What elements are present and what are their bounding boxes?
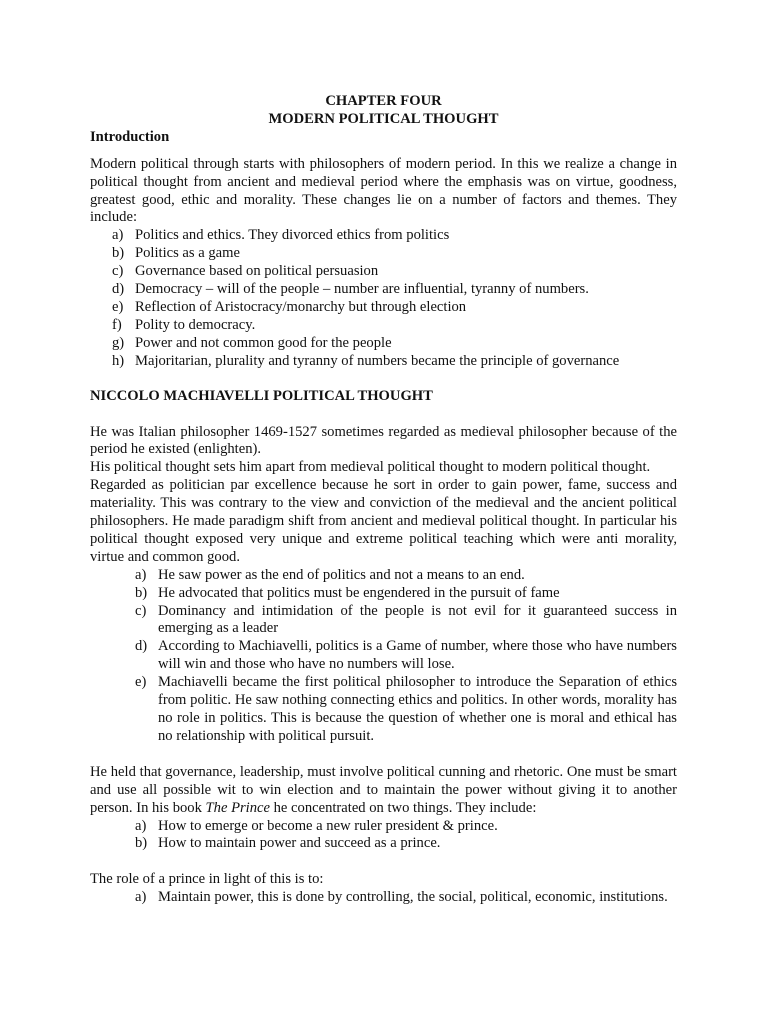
- list-marker: e): [112, 298, 124, 315]
- list-item-text: Governance based on political persuasion: [135, 263, 379, 280]
- list-item: [90, 603, 677, 639]
- list-item-text: How to emerge or become a new ruler president & prince.: [158, 817, 498, 834]
- list-item-text: He advocated that politics must be engendered in the pursuit of fame: [158, 584, 560, 601]
- intro-paragraph: Modern political through starts with philosophers of modern period. In this we realize a change in political thought from ancient and medieval period where the emphasis was on virtue, goodness, greatest good, ethic and morality. These changes lie on a number of factors and themes. They include:: [90, 155, 677, 226]
- list-item-text: Politics and ethics. They divorced ethics from politics: [135, 227, 450, 244]
- para-4-text-after: he concentrated on two things. They include:: [269, 799, 537, 816]
- list-item-text: Machiavelli became the first political philosopher to introduce the Separation of ethics from politic. He saw nothing connecting ethics and politics. In other words, morality has no role in politics. This is because the question of whether one is moral and ethical has no relationship with political pursuit.: [158, 674, 677, 744]
- machiavelli-para-4: [90, 764, 677, 818]
- list-marker: a): [135, 889, 147, 906]
- list-item-text: Democracy – will of the people – number are influential, tyranny of numbers.: [135, 281, 589, 298]
- role-intro: The role of a prince in light of this is to:: [90, 871, 324, 888]
- list-marker: b): [112, 245, 125, 262]
- list-item: [90, 299, 677, 317]
- list-item: [90, 889, 677, 907]
- list-item-text: Majoritarian, plurality and tyranny of numbers became the principle of governance: [135, 352, 620, 369]
- section-heading: NICCOLO MACHIAVELLI POLITICAL THOUGHT: [90, 387, 433, 404]
- list-item-text: How to maintain power and succeed as a prince.: [158, 835, 441, 852]
- list-marker: c): [112, 263, 124, 280]
- document-page: [90, 93, 677, 907]
- list-marker: e): [135, 674, 147, 691]
- list-item: [90, 835, 677, 853]
- machiavelli-para-2: His political thought sets him apart from medieval political thought to modern political thought.: [90, 459, 651, 476]
- list-item: [90, 281, 677, 299]
- list-item: [90, 818, 677, 836]
- list-marker: f): [112, 316, 122, 333]
- list-item: [90, 263, 677, 281]
- chapter-number: CHAPTER FOUR: [325, 93, 442, 109]
- list-item: [90, 638, 677, 674]
- list-item: [90, 335, 677, 353]
- list-marker: a): [135, 817, 147, 834]
- machiavelli-para-3: Regarded as politician par excellence because he sort in order to gain power, fame, success and materiality. This was contrary to the view and conviction of the medieval and the ancient political philosophers. He made paradigm shift from ancient and medieval political thought. In particular his political thought exposed very unique and extreme political teaching which were anti morality, virtue and common good.: [90, 477, 677, 565]
- intro-heading: Introduction: [90, 128, 170, 145]
- machiavelli-para-1: He was Italian philosopher 1469-1527 sometimes regarded as medieval philosopher because of the period he existed (enlighten).: [90, 423, 677, 458]
- list-marker: b): [135, 835, 148, 852]
- list-marker: c): [135, 602, 147, 619]
- role-list: [90, 889, 677, 907]
- list-item-text: Politics as a game: [135, 245, 240, 262]
- chapter-title: MODERN POLITICAL THOUGHT: [268, 110, 499, 127]
- list-item: [90, 674, 677, 746]
- list-marker: d): [135, 638, 148, 655]
- list-item: [90, 245, 677, 263]
- list-marker: g): [112, 334, 125, 351]
- list-item-text: Polity to democracy.: [135, 316, 256, 333]
- list-item: [90, 227, 677, 245]
- list-marker: b): [135, 584, 148, 601]
- list-marker: a): [135, 566, 147, 583]
- list-item-text: Power and not common good for the people: [135, 334, 392, 351]
- list-item-text: He saw power as the end of politics and not a means to an end.: [158, 566, 525, 583]
- list-item: [90, 317, 677, 335]
- list-marker: h): [112, 352, 125, 369]
- list-item: [90, 567, 677, 585]
- machiavelli-list: [90, 567, 677, 746]
- list-marker: d): [112, 281, 125, 298]
- intro-list: [90, 227, 677, 370]
- prince-list: [90, 818, 677, 854]
- book-title: The Prince: [205, 799, 270, 816]
- list-item-text: Maintain power, this is done by controlling, the social, political, economic, institutions.: [158, 889, 668, 906]
- list-item: [90, 585, 677, 603]
- list-item-text: Dominancy and intimidation of the people is not evil for it guaranteed success in emerging as a leader: [158, 602, 677, 637]
- list-item: [90, 353, 677, 371]
- list-item-text: According to Machiavelli, politics is a Game of number, where those who have numbers will win and those who have no numbers will lose.: [158, 638, 677, 673]
- list-marker: a): [112, 227, 124, 244]
- list-item-text: Reflection of Aristocracy/monarchy but through election: [135, 298, 467, 315]
- para-4-text-before: He held that governance, leadership, must involve political cunning and rhetoric. One must be smart and use all possible wit to win election and to maintain the power without giving it to another person. In his book: [90, 763, 677, 816]
